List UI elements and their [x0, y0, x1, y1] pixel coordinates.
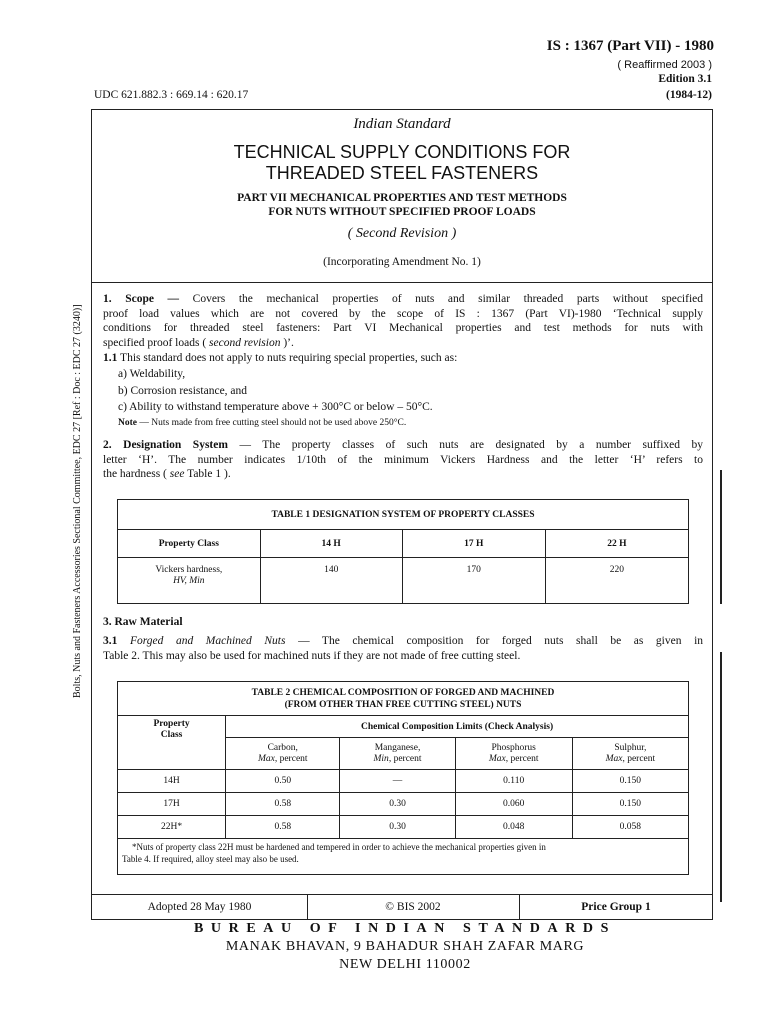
- table-cell: 22H*: [118, 816, 226, 839]
- table-header-cell: 17 H: [402, 530, 545, 558]
- header-unit: , percent: [505, 753, 539, 764]
- revision-label: ( Second Revision ): [347, 226, 457, 241]
- header-unit: , percent: [622, 753, 656, 764]
- header-qual: Min: [373, 753, 389, 764]
- table-cell: 220: [545, 558, 688, 604]
- list-item: b) Corrosion resistance, and: [118, 385, 248, 397]
- bureau-city: NEW DELHI 110002: [339, 957, 471, 972]
- caption-line: TABLE 2 CHEMICAL COMPOSITION OF FORGED AND MACHINED: [251, 687, 555, 698]
- change-bar-2: [720, 652, 722, 902]
- copyright: © BIS 2002: [307, 895, 520, 919]
- footnote-line: *Nuts of property class 22H must be hardened and tempered in order to achieve the mechanical properties given in: [132, 842, 546, 852]
- scope-italic: second revision: [209, 336, 281, 349]
- table-cell: —: [340, 770, 455, 793]
- designation-line: — The property classes of such nuts are designated by a number suffixed by: [239, 439, 704, 451]
- table-cell: 0.058: [572, 816, 688, 839]
- scope-line: specified proof loads (: [103, 336, 207, 349]
- table-cell: 140: [260, 558, 402, 604]
- adopted-date: Adopted 28 May 1980: [92, 895, 308, 919]
- header-line: Phosphorus: [491, 742, 536, 753]
- designation-line: Table 1 ).: [187, 468, 231, 480]
- bureau-name: BUREAU OF INDIAN STANDARDS: [193, 921, 616, 936]
- table-cell: 0.060: [455, 793, 572, 816]
- table-cell: 17H: [118, 793, 226, 816]
- table-row: [118, 816, 689, 839]
- table-cell: 0.50: [226, 770, 340, 793]
- table-header-cell: Property Class: [118, 530, 261, 558]
- bureau-address: MANAK BHAVAN, 9 BAHADUR SHAH ZAFAR MARG: [225, 939, 585, 954]
- header-qual: Max: [257, 753, 275, 764]
- header-line: Class: [160, 730, 183, 740]
- table-cell: 0.110: [455, 770, 572, 793]
- amendment-label: (Incorporating Amendment No. 1): [323, 256, 481, 268]
- table-1: [117, 499, 689, 604]
- price-group: Price Group 1: [581, 901, 651, 913]
- scope-sub-clause: [103, 351, 703, 366]
- table-2: [117, 681, 689, 875]
- scope-paragraph: [103, 292, 703, 350]
- table-2-footnote: [118, 839, 689, 875]
- table-row: [118, 770, 689, 793]
- table-cell: 0.58: [226, 816, 340, 839]
- raw-material-line: Table 2. This may also be used for machined nuts if they are not made of free cutting steel.: [103, 649, 521, 662]
- list-item: a) Weldability,: [118, 368, 186, 380]
- header-line: Manganese,: [374, 742, 421, 753]
- title-line-1: TECHNICAL SUPPLY CONDITIONS FOR: [233, 142, 571, 162]
- header-line: Carbon,: [267, 742, 298, 753]
- table-cell: 14H: [118, 770, 226, 793]
- raw-material-line: — The chemical composition for forged nuts shall be as given in: [298, 635, 704, 647]
- part-title-line-1: PART VII MECHANICAL PROPERTIES AND TEST METHODS: [237, 192, 567, 204]
- footnote-line: Table 4. If required, alloy steel may also be used.: [122, 854, 299, 864]
- standard-number: IS : 1367 (Part VII) - 1980: [546, 38, 714, 54]
- clause-title: Forged and Machined Nuts: [129, 635, 286, 647]
- table-group-header: Chemical Composition Limits (Check Analysis): [226, 716, 689, 738]
- scope-line: proof load values which are not covered by the scope of IS : 1367 (Part VI)-1980 ‘Technical supply: [103, 307, 703, 320]
- table-row: [118, 793, 689, 816]
- edition-label: Edition 3.1: [658, 73, 712, 85]
- table-header-cell: [455, 738, 572, 770]
- table-2-caption: [118, 682, 689, 716]
- table-header-cell: [572, 738, 688, 770]
- designation-line: the hardness (: [103, 468, 167, 480]
- table-row-label: [118, 558, 261, 604]
- committee-side-text: Bolts, Nuts and Fasteners Accessories Sectional Committee, EDC 27 [Ref : Doc : EDC 27 (3240)]: [72, 304, 83, 698]
- raw-material-paragraph: [103, 634, 703, 663]
- header-line: Sulphur,: [614, 742, 647, 753]
- table-1-caption: TABLE 1 DESIGNATION SYSTEM OF PROPERTY CLASSES: [118, 500, 689, 530]
- designation-heading: 2. Designation System: [103, 439, 228, 451]
- clause-text: This standard does not apply to nuts requiring special properties, such as:: [120, 352, 458, 364]
- row-label-line: Vickers hardness,: [155, 565, 223, 575]
- udc-code: UDC 621.882.3 : 669.14 : 620.17: [94, 89, 249, 101]
- scope-line: conditions for threaded steel fasteners: Part VI Mechanical properties and test methods for nuts with: [103, 322, 703, 334]
- header-qual: Max: [488, 753, 506, 764]
- scope-heading: 1. Scope —: [103, 293, 180, 305]
- table-cell: 0.58: [226, 793, 340, 816]
- list-item: c) Ability to withstand temperature above + 300°C or below – 50°C.: [118, 401, 433, 413]
- raw-material-heading: 3. Raw Material: [103, 616, 183, 628]
- scope-line: Covers the mechanical properties of nuts and similar threaded parts without specified: [192, 293, 704, 305]
- footer-row: [91, 895, 713, 920]
- indian-standard-label: Indian Standard: [353, 116, 451, 132]
- table-cell: 0.30: [340, 793, 455, 816]
- header-unit: , percent: [388, 753, 422, 764]
- designation-italic: see: [169, 468, 185, 480]
- page-title: [91, 142, 713, 184]
- title-divider: [91, 282, 713, 283]
- reaffirmed-note: ( Reaffirmed 2003 ): [617, 59, 712, 71]
- note: [118, 418, 406, 428]
- table-cell: 0.30: [340, 816, 455, 839]
- table-row: [118, 558, 689, 604]
- caption-line: (FROM OTHER THAN FREE CUTTING STEEL) NUTS: [284, 699, 522, 710]
- header-qual: Max: [605, 753, 623, 764]
- table-header-cell: 22 H: [545, 530, 688, 558]
- table-cell: 0.048: [455, 816, 572, 839]
- table-header-cell: 14 H: [260, 530, 402, 558]
- clause-number: 1.1: [103, 352, 118, 364]
- part-title: [91, 191, 713, 219]
- table-cell: 0.150: [572, 793, 688, 816]
- designation-paragraph: [103, 438, 703, 482]
- note-label: Note: [118, 418, 137, 428]
- table-header-cell: [226, 738, 340, 770]
- note-text: — Nuts made from free cutting steel should not be used above 250°C.: [139, 418, 407, 428]
- header-unit: , percent: [274, 753, 308, 764]
- row-label-line: HV, Min: [173, 576, 205, 586]
- designation-line: letter ‘H’. The number indicates 1/10th of the minimum Vickers Hardness and the letter ‘H’ refers to: [103, 453, 703, 466]
- edition-date: (1984-12): [666, 89, 712, 101]
- clause-number: 3.1: [103, 635, 118, 647]
- change-bar-1: [720, 470, 722, 604]
- table-header-cell: [118, 716, 226, 770]
- table-cell: 0.150: [572, 770, 688, 793]
- table-header-cell: [340, 738, 455, 770]
- scope-line: )’.: [283, 336, 294, 349]
- title-line-2: THREADED STEEL FASTENERS: [265, 163, 539, 183]
- header-line: Property: [153, 719, 190, 729]
- table-cell: 170: [402, 558, 545, 604]
- part-title-line-2: FOR NUTS WITHOUT SPECIFIED PROOF LOADS: [268, 206, 536, 218]
